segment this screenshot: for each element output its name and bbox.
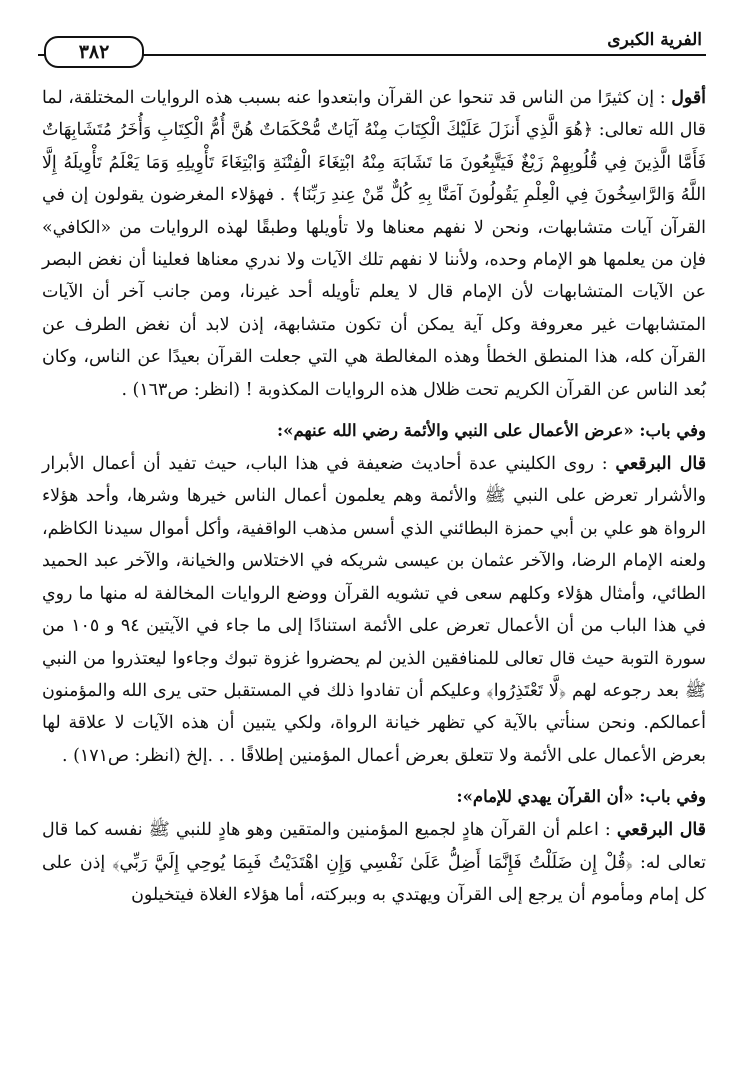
paragraph-guidance [42,814,706,911]
paragraph-opinion [42,82,706,406]
paragraph-lead: قال البرقعي [616,820,706,841]
paragraph-text: : روى الكليني عدة أحاديث ضعيفة في هذا الباب، حيث تفيد أن أعمال الأبرار والأشرار تعرض على النبي ﷺ والأئمة وهم يعلمون أعمال الناس خيرها وشرها، وأحد هؤلاء الرواة هو علي بن أبي حمزة البطائني الذي أسس مذهب الواقفية، وأكل أموال سيدنا الكاظم، ولعنه الإمام الرضا، والآخر عثمان بن عيسى شريكه في الاختلاس والخيانة، والآخر عبد الحميد الطائي، وأمثال هؤلاء وكلهم سعى في تشويه القرآن ووضع الروايات المخالفة له منها ما روي في هذا الباب من أن الأعمال تعرض على الأئمة استنادًا إلى ما جاء في الآيتين ٩٤ و ١٠٥ من سورة التوبة حيث قال تعالى للمنافقين الذين لم يحضروا غزوة تبوك وجاءوا ليعتذروا من النبي ﷺ بعد رجوعه لهم ﴿لَّا تَعْتَذِرُوا﴾ وعليكم أن تفادوا ذلك في المستقبل حتى يرى الله والمؤمنون أعمالكم. ونحن سنأتي بالآية كي تظهر خيانة الرواة، ولكي يتبين أن هذه الآيات لا علاقة لها بعرض الأعمال على الأئمة ولا تتعلق بعرض أعمال المؤمنين إطلاقًا . . .إلخ (انظر: ص١٧١) . [42,454,706,766]
paragraph-deeds [42,448,706,772]
paragraph-lead: قال البرقعي [615,454,707,475]
page-number: ٣٨٢ [44,36,144,68]
section-heading: وفي باب: «عرض الأعمال على النبي والأئمة رضي الله عنهم»: [277,421,706,441]
page-header [38,30,706,66]
paragraph-text: : اعلم أن القرآن هادٍ لجميع المؤمنين والمتقين وهو هادٍ للنبي ﷺ نفسه كما قال تعالى له: ﴿قُلْ إِن ضَلَلْتُ فَإِنَّمَا أَضِلُّ عَلَىٰ نَفْسِي وَإِنِ اهْتَدَيْتُ فَبِمَا يُوحِي إِلَيَّ رَبِّي﴾ إذن على كل إمام ومأموم أن يرجع إلى القرآن ويهتدي به وببركته، أما هؤلاء الغلاة فيتخيلون [42,820,706,905]
section-heading: وفي باب: «أن القرآن يهدي للإمام»: [456,787,706,807]
running-title: الفرية الكبرى [607,30,702,50]
paragraph-lead: أقول [671,88,706,108]
paragraph-text: : إن كثيرًا من الناس قد تنحوا عن القرآن وابتعدوا عنه بسبب هذه الروايات المختلقة، لما قال الله تعالى: ﴿هُوَ الَّذِي أَنزَلَ عَلَيْكَ الْكِتَابَ مِنْهُ آيَاتٌ مُّحْكَمَاتٌ هُنَّ أُمُّ الْكِتَابِ وَأُخَرُ مُتَشَابِهَاتٌ فَأَمَّا الَّذِينَ فِي قُلُوبِهِمْ زَيْغٌ فَيَتَّبِعُونَ مَا تَشَابَهَ مِنْهُ ابْتِغَاءَ الْفِتْنَةِ وَابْتِغَاءَ تَأْوِيلِهِ وَمَا يَعْلَمُ تَأْوِيلَهُ إِلَّا اللَّهُ وَالرَّاسِخُونَ فِي الْعِلْمِ يَقُولُونَ آمَنَّا بِهِ كُلٌّ مِّنْ عِندِ رَبِّنَا﴾ . فهؤلاء المغرضون يقولون إن في القرآن آيات متشابهات، ونحن لا نفهم معناها ولا تأويلها وطبقًا لهذه الروايات من «الكافي» فإن من يعلمها هو الإمام وحده، ولأننا لا نفهم تلك الآيات ولا ندري معناها فعلينا أن نغض البصر عن الآيات المتشابهات لأن الإمام قال لا يعلم تأويله أحد غيرنا، ومن جانب آخر أن الآيات المتشابهات غير معروفة وكل آية يمكن أن تكون متشابهة، إذن لابد أن نغض الطرف عن القرآن كله، هذا المنطق الخطأ وهذه المغالطة هي التي جعلت القرآن بعيدًا عن الناس، وكان بُعد الناس عن القرآن الكريم تحت ظلال هذه الروايات المكذوبة ! (انظر: ص١٦٣) . [42,88,706,400]
page-body [42,82,706,911]
